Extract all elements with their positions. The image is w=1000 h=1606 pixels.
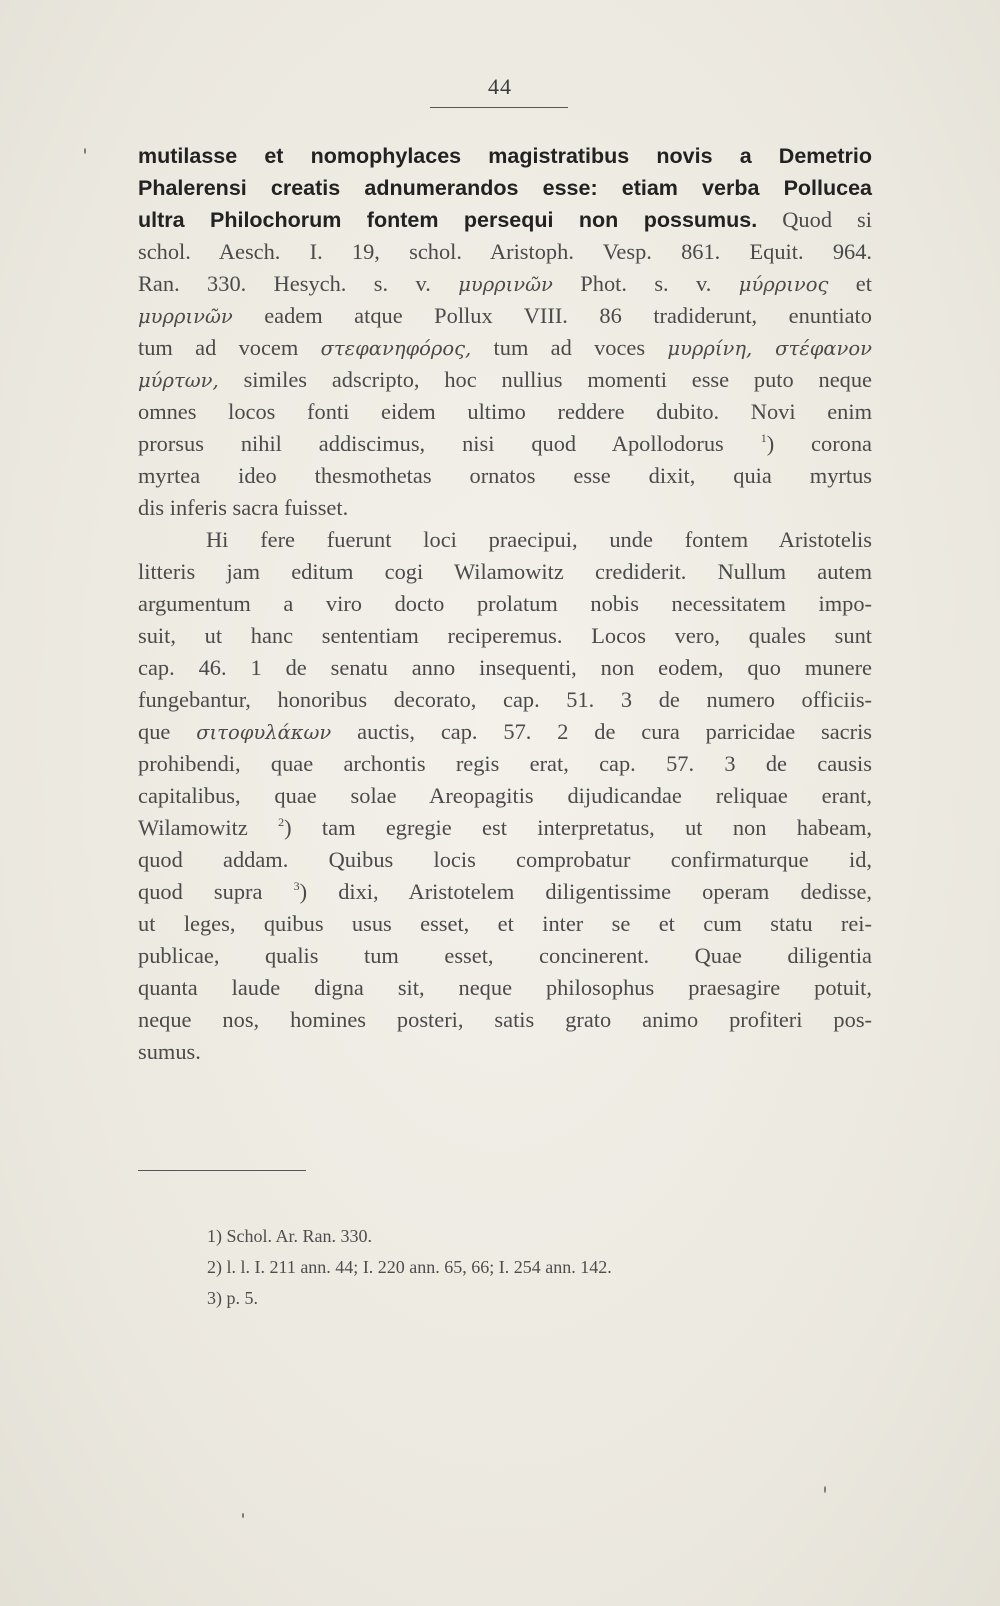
text-line: prorsus nihil addiscimus, nisi quod Apollodorus $^1$) corona: [138, 431, 872, 456]
text-line: Phalerensi creatis adnumerandos esse: etiam verba Pollucea: [138, 176, 872, 200]
footnote-1: 1) Schol. Ar. Ran. 330.: [207, 1226, 372, 1246]
paper-speck: [824, 1486, 826, 1493]
text-line: μυρρινῶν eadem atque Pollux VIII. 86 tradiderunt, enuntiato: [138, 303, 872, 328]
text-line: dis inferis sacra fuisset.: [138, 495, 349, 520]
footnote-ref: 1: [760, 431, 767, 445]
text-line: quod supra $^3$) dixi, Aristotelem diligentissime operam dedisse,: [138, 879, 872, 904]
text-line: suit, ut hanc sententiam reciperemus. Locos vero, quales sunt: [138, 623, 872, 648]
footnote-ref: 2: [278, 815, 285, 829]
text-line: neque nos, homines posteri, satis grato animo profiteri pos-: [138, 1007, 872, 1032]
text-line: prohibendi, quae archontis regis erat, cap. 57. 3 de causis: [138, 751, 872, 776]
text-line: capitalibus, quae solae Areopagitis dijudicandae reliquae erant,: [138, 783, 872, 808]
text-line: quanta laude digna sit, neque philosophus praesagire potuit,: [138, 975, 872, 1000]
text-line: ultra Philochorum fontem persequi non possumus. Quod si: [138, 207, 872, 232]
text-line: Wilamowitz $^2$) tam egregie est interpretatus, ut non habeam,: [138, 815, 872, 840]
text-line: myrtea ideo thesmothetas ornatos esse dixit, quia myrtus: [138, 463, 872, 488]
text-line: sumus.: [138, 1039, 201, 1064]
text-line: tum ad vocem στεφανηφόρος, tum ad voces μυρρίνη, στέφανον: [138, 335, 872, 360]
text-line: omnes locos fonti eidem ultimo reddere dubito. Novi enim: [138, 399, 872, 424]
text-line: publicae, qualis tum esset, concinerent. Quae diligentia: [138, 943, 872, 968]
main-text: [138, 140, 872, 1068]
text-line: litteris jam editum cogi Wilamowitz crediderit. Nullum autem: [138, 559, 872, 584]
footnote-rule: [138, 1170, 306, 1171]
footnote-ref: 3: [293, 879, 300, 893]
text-line: fungebantur, honoribus decorato, cap. 51. 3 de numero officiis-: [138, 687, 872, 712]
text-line: que σιτοφυλάκων auctis, cap. 57. 2 de cura parricidae sacris: [138, 719, 873, 744]
footnote-3: 3) p. 5.: [207, 1288, 258, 1308]
paper-speck: [242, 1513, 244, 1518]
text-line: quod addam. Quibus locis comprobatur confirmaturque id,: [138, 847, 872, 872]
header-rule: [430, 107, 568, 108]
text-line: argumentum a viro docto prolatum nobis necessitatem impo-: [138, 591, 872, 616]
text-line: μύρτων, similes adscripto, hoc nullius momenti esse puto neque: [138, 367, 872, 392]
footnote-2: 2) l. l. I. 211 ann. 44; I. 220 ann. 65, 66; I. 254 ann. 142.: [207, 1257, 612, 1277]
text-line: cap. 46. 1 de senatu anno insequenti, non eodem, quo munere: [138, 655, 872, 680]
text-line: Ran. 330. Hesych. s. v. μυρρινῶν Phot. s. v. μύρρινος et: [138, 271, 872, 296]
text-line: ut leges, quibus usus esset, et inter se et cum statu rei-: [138, 911, 872, 936]
text-line: schol. Aesch. I. 19, schol. Aristoph. Vesp. 861. Equit. 964.: [138, 239, 872, 264]
page-number: 44: [488, 74, 512, 99]
text-line: mutilasse et nomophylaces magistratibus novis a Demetrio: [138, 144, 872, 168]
paper-speck: [84, 148, 86, 154]
text-line: Hi fere fuerunt loci praecipui, unde fontem Aristotelis: [206, 527, 872, 552]
footnotes: [207, 1221, 612, 1314]
